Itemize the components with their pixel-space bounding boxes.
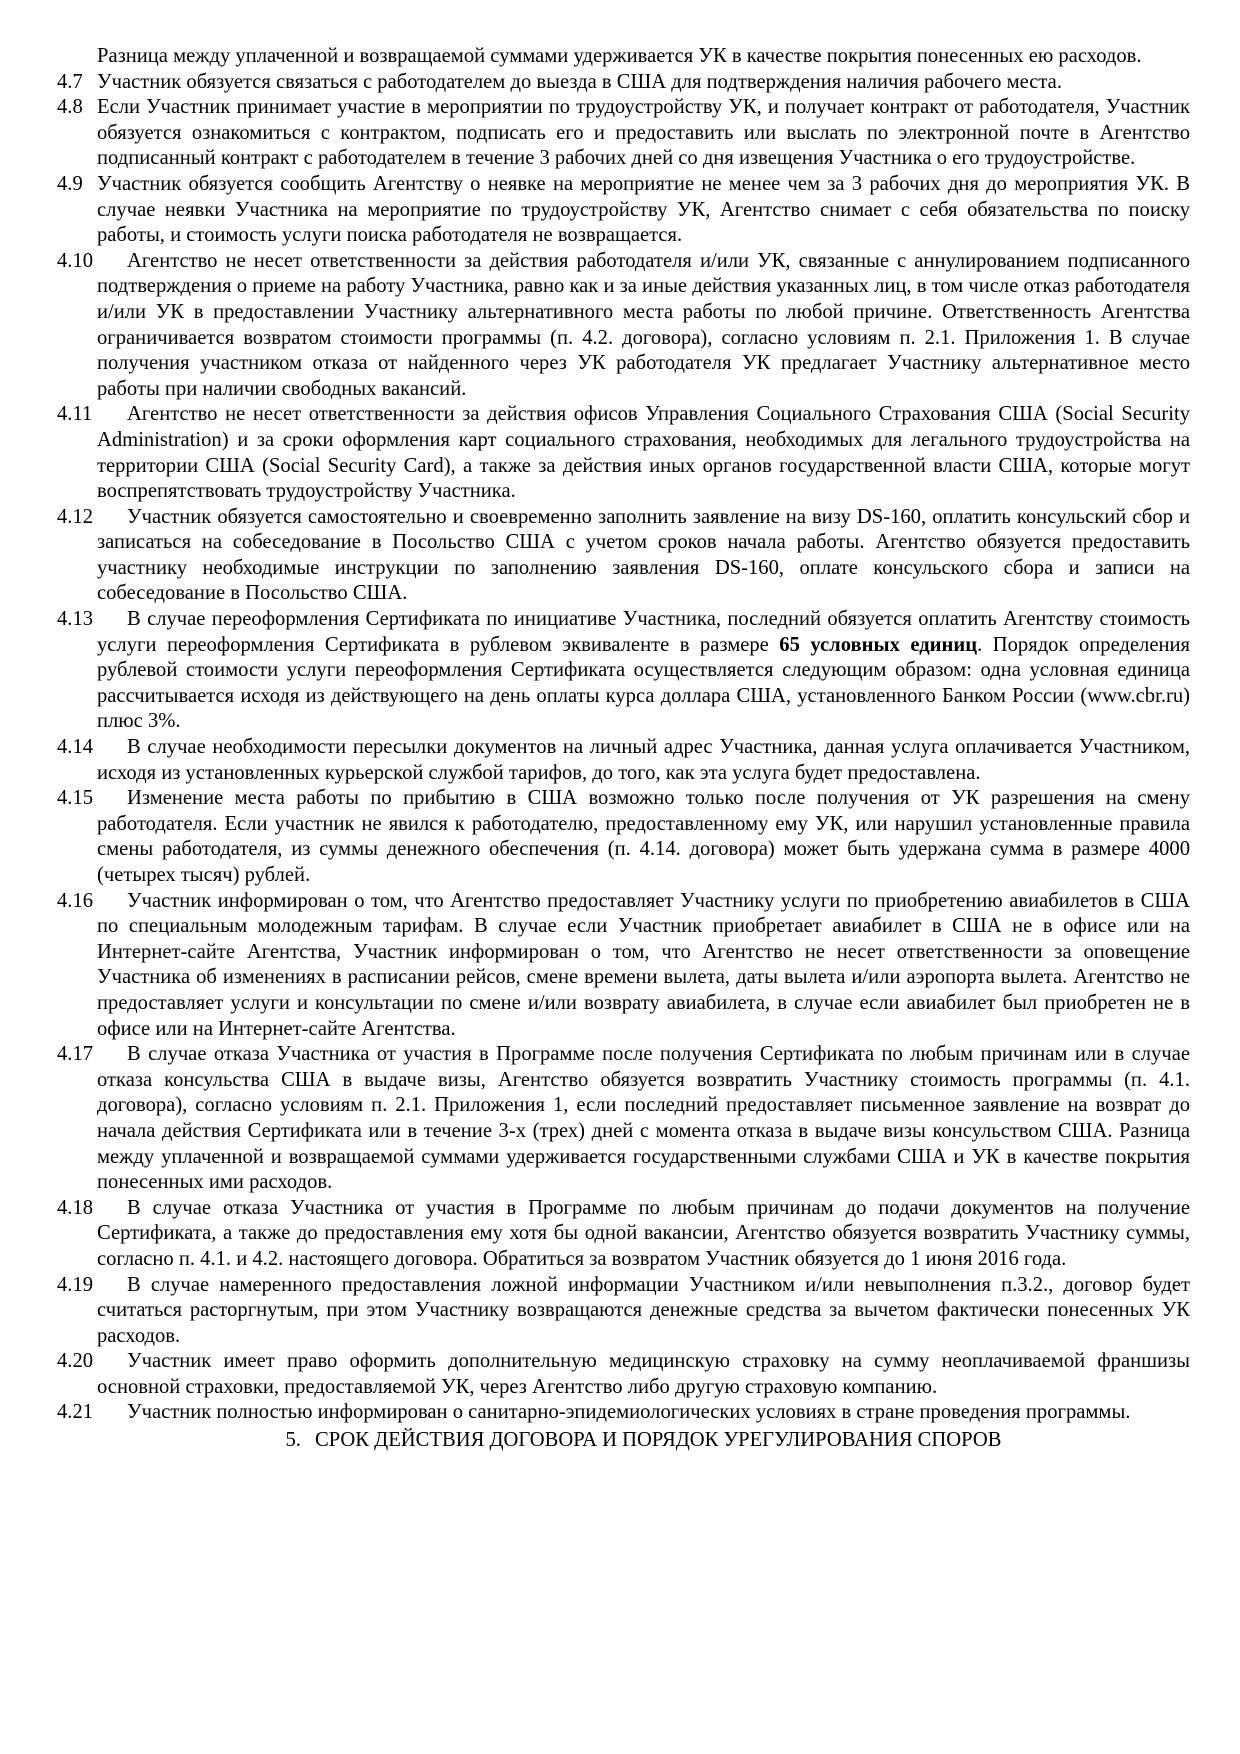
clause-text-before: В случае переоформления Сертификата по инициативе Участника, последний обязуется оплатить Агентству стоимость услуги переоформления Сертификата в рублевом эквиваленте в размере bbox=[97, 608, 1190, 656]
clause-4-13 bbox=[57, 607, 1190, 735]
clause-4-17 bbox=[57, 1042, 1190, 1196]
clause-text: Участник полностью информирован о санитарно-эпидемиологических условиях в стране проведения программы. bbox=[127, 1401, 1131, 1424]
clause-number: 4.7 bbox=[57, 70, 83, 93]
clause-4-15 bbox=[57, 786, 1190, 888]
clause-4-10 bbox=[57, 249, 1190, 403]
clause-number: 4.15 bbox=[57, 787, 94, 810]
clause-number: 4.17 bbox=[57, 1043, 94, 1066]
clause-text: Участник обязуется связаться с работодателем до выезда в США для подтверждения наличия рабочего места. bbox=[97, 70, 1062, 93]
clause-number: 4.18 bbox=[57, 1196, 94, 1219]
clause-number: 4.14 bbox=[57, 736, 94, 759]
clause-text: Участник информирован о том, что Агентство предоставляет Участнику услуги по приобретению авиабилетов в США по специальным молодежным тарифам. В случае если Участник приобретает авиабилет в США не в офисе или на Интернет-сайте Агентства, Участник информирован о том, что Агентство не несет ответственности за оповещение Участника об изменениях в расписании рейсов, смене времени вылета, даты вылета и/или аэропорта вылета. Агентство не предоставляет услуги и консультации по смене и/или возврату авиабилета, в случае если авиабилет был приобретен не в офисе или на Интернет-сайте Агентства. bbox=[97, 889, 1190, 1040]
clause-number: 4.10 bbox=[57, 249, 94, 272]
clause-4-8 bbox=[57, 95, 1190, 172]
clause-text: Изменение места работы по прибытию в США возможно только после получения от УК разрешения на смену работодателя. Если участник не явился к работодателю, предоставленному ему УК, или нарушил установленные правила смены работодателя, из суммы денежного обеспечения (п. 4.14. договора) может быть удержана сумма в размере 4000 (четырех тысяч) рублей. bbox=[97, 787, 1190, 886]
clause-number: 4.9 bbox=[57, 172, 83, 195]
clause-number: 4.19 bbox=[57, 1273, 94, 1296]
clause-number: 4.8 bbox=[57, 96, 83, 119]
intro-paragraph: Разница между уплаченной и возвращаемой суммами удерживается УК в качестве покрытия понесенных ею расходов. bbox=[97, 45, 1142, 67]
clause-text: Участник имеет право оформить дополнительную медицинскую страховку на сумму неоплачиваемой франшизы основной страховки, предоставляемой УК, через Агентство либо другую страховую компанию. bbox=[97, 1350, 1190, 1398]
clause-4-20 bbox=[57, 1349, 1190, 1400]
clause-text: В случае отказа Участника от участия в Программе по любым причинам до подачи документов на получение Сертификата, а также до предоставления ему хотя бы одной вакансии, Агентство обязуется возвратить Участнику суммы, согласно п. 4.1. и 4.2. настоящего договора. Обратиться за возвратом Участник обязуется до 1 июня 2016 года. bbox=[97, 1196, 1190, 1270]
clause-4-16 bbox=[57, 889, 1190, 1043]
clause-number: 4.11 bbox=[57, 403, 93, 426]
clause-4-7 bbox=[57, 70, 1190, 96]
document-page bbox=[57, 44, 1190, 1454]
clause-text: В случае намеренного предоставления ложной информации Участником и/или невыполнения п.3.2., договор будет считаться расторгнутым, при этом Участнику возвращаются денежные средства за вычетом фактически понесенных УК расходов. bbox=[97, 1273, 1190, 1347]
clause-number: 4.12 bbox=[57, 505, 94, 528]
clause-text: Агентство не несет ответственности за действия офисов Управления Социального Страхования США (Social Security Administration) и за сроки оформления карт социального страхования, необходимых для легального трудоустройства на территории США (Social Security Card), а также за действия иных органов государственной власти США, которые могут воспрепятствовать трудоустройству Участника. bbox=[97, 403, 1190, 503]
clause-text: В случае необходимости пересылки документов на личный адрес Участника, данная услуга оплачивается Участником, исходя из установленных курьерской службой тарифов, до того, как эта услуга будет предоставлена. bbox=[97, 736, 1190, 784]
clause-number: 4.21 bbox=[57, 1401, 94, 1424]
section-title: СРОК ДЕЙСТВИЯ ДОГОВОРА И ПОРЯДОК УРЕГУЛИРОВАНИЯ СПОРОВ bbox=[314, 1429, 1002, 1452]
clause-4-18 bbox=[57, 1196, 1190, 1273]
clause-number: 4.16 bbox=[57, 889, 94, 912]
clause-4-12 bbox=[57, 505, 1190, 607]
section-heading bbox=[57, 1428, 1190, 1454]
clause-text: Если Участник принимает участие в мероприятии по трудоустройству УК, и получает контракт от работодателя, Участник обязуется ознакомиться с контрактом, подписать его и предоставить или выслать по электронной почте в Агентство подписанный контракт с работодателем в течение 3 рабочих дней со дня извещения Участника о его трудоустройстве. bbox=[97, 96, 1190, 170]
clause-number: 4.13 bbox=[57, 608, 94, 631]
clause-4-21 bbox=[57, 1400, 1190, 1426]
clause-text: В случае отказа Участника от участия в Программе после получения Сертификата по любым причинам или в случае отказа консульства США в выдаче визы, Агентство обязуется возвратить Участнику стоимость программы (п. 4.1. договора), согласно условиям п. 2.1. Приложения 1, если последний предоставляет письменное заявление на возврат до начала действия Сертификата или в течение 3-х (трех) дней с момента отказа в выдаче визы консульством США. Разница между уплаченной и возвращаемой суммами удерживается государственными службами США и УК в качестве покрытия понесенных ими расходов. bbox=[97, 1043, 1190, 1194]
clause-4-9 bbox=[57, 172, 1190, 249]
clause-4-14 bbox=[57, 735, 1190, 786]
clause-4-19 bbox=[57, 1273, 1190, 1350]
clause-text: Агентство не несет ответственности за действия работодателя и/или УК, связанные с аннулированием подписанного подтверждения о приеме на работу Участника, равно как и за иные действия указанных лиц, в том числе отказ работодателя и/или УК в предоставлении Участнику альтернативного места работы по любой причине. Ответственность Агентства ограничивается возвратом стоимости программы (п. 4.2. договора), согласно условиям п. 2.1. Приложения 1. В случае получения участником отказа от найденного через УК работодателя УК предлагает Участнику альтернативное место работы при наличии свободных вакансий. bbox=[97, 249, 1190, 400]
clause-text: Участник обязуется самостоятельно и своевременно заполнить заявление на визу DS-160, оплатить консульский сбор и записаться на собеседование в Посольство США с учетом сроков начала работы. Агентство обязуется предоставить участнику необходимые инструкции по заполнению заявления DS-160, оплате консульского сбора и записи на собеседование в Посольство США. bbox=[97, 505, 1190, 605]
clause-text: Участник обязуется сообщить Агентству о неявке на мероприятие не менее чем за 3 рабочих дня до мероприятия УК. В случае неявки Участника на мероприятие по трудоустройству УК, Агентство снимает с себя обязательства по поиску работы, и стоимость услуги поиска работодателя не возвращается. bbox=[97, 172, 1190, 247]
clause-text-after: . Порядок определения рублевой стоимости услуги переоформления Сертификата осуществляется следующим образом: одна условная единица рассчитывается исходя из действующего на день оплаты курса доллара США, установленного Банком России (www.cbr.ru) плюс 3%. bbox=[97, 633, 1190, 733]
section-number: 5. bbox=[285, 1429, 301, 1452]
clause-text-bold: 65 условных единиц bbox=[779, 633, 978, 656]
clause-4-11 bbox=[57, 402, 1190, 504]
clause-number: 4.20 bbox=[57, 1350, 94, 1373]
